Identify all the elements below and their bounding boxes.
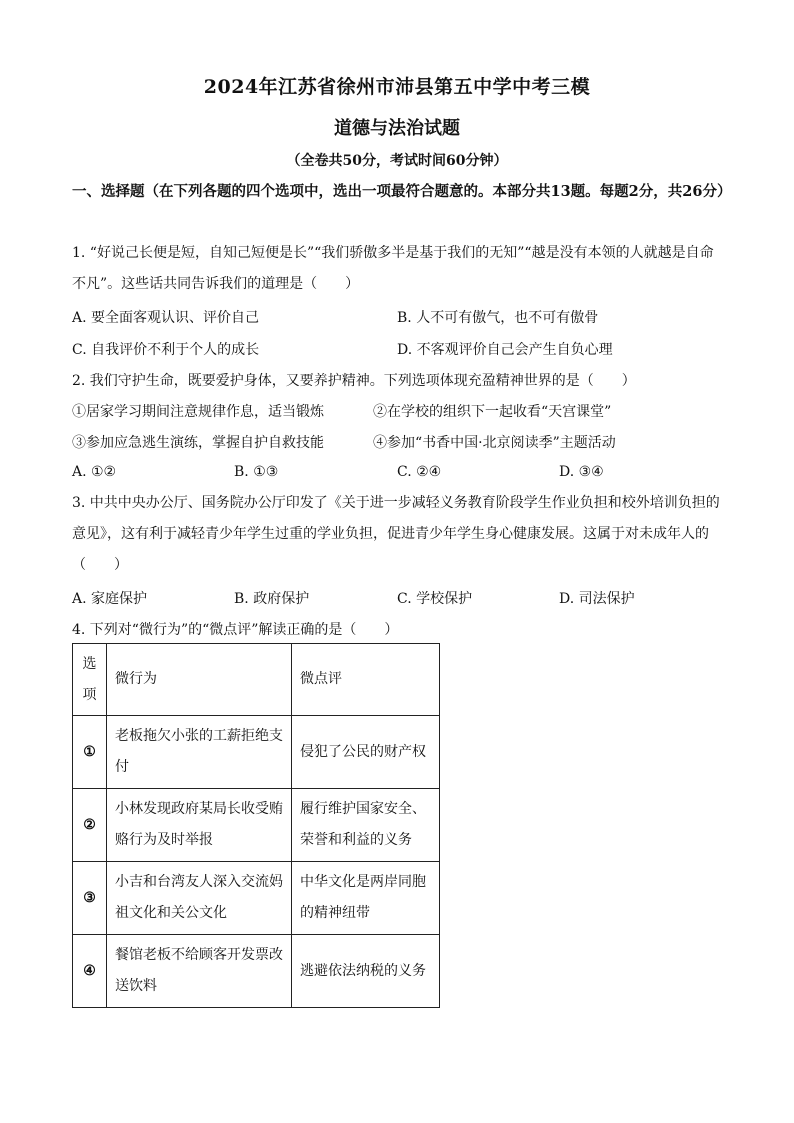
header-behavior: 微行为 bbox=[107, 644, 292, 716]
q3-option-b: B. 政府保护 bbox=[234, 591, 310, 607]
q3-option-c: C. 学校保护 bbox=[397, 591, 473, 607]
table-header-row bbox=[73, 644, 440, 716]
row-symbol: ④ bbox=[73, 935, 107, 1008]
row-behavior: 餐馆老板不给顾客开发票改送饮料 bbox=[107, 935, 292, 1008]
exam-subject: 道德与法治试题 bbox=[334, 118, 460, 139]
question-2-stem: 2. 我们守护生命，既要爱护身体，又要养护精神。下列选项体现充盈精神世界的是（ ） bbox=[72, 373, 636, 389]
q1-option-a: A. 要全面客观认识、评价自己 bbox=[72, 310, 260, 326]
table-row bbox=[73, 935, 440, 1008]
q2-option-b: B. ①③ bbox=[234, 464, 279, 480]
q2-statement-3: ③参加应急逃生演练，掌握自护自救技能 bbox=[72, 435, 324, 451]
question-4-stem: 4. 下列对“微行为”的“微点评”解读正确的是（ ） bbox=[72, 622, 399, 638]
header-comment: 微点评 bbox=[292, 644, 440, 716]
q2-statement-4: ④参加“书香中国·北京阅读季”主题活动 bbox=[373, 435, 616, 451]
row-comment: 侵犯了公民的财产权 bbox=[292, 716, 440, 789]
q1-option-b: B. 人不可有傲气，也不可有傲骨 bbox=[397, 310, 599, 326]
table-row bbox=[73, 789, 440, 862]
exam-note: （全卷共50分，考试时间60分钟） bbox=[286, 153, 508, 169]
table-row bbox=[73, 862, 440, 935]
row-comment: 履行维护国家安全、荣誉和利益的义务 bbox=[292, 789, 440, 862]
q3-option-d: D. 司法保护 bbox=[559, 591, 635, 607]
row-comment: 逃避依法纳税的义务 bbox=[292, 935, 440, 1008]
row-behavior: 小林发现政府某局长收受贿赂行为及时举报 bbox=[107, 789, 292, 862]
row-comment: 中华文化是两岸同胞的精神纽带 bbox=[292, 862, 440, 935]
q2-statement-2: ②在学校的组织下一起收看“天宫课堂” bbox=[373, 404, 612, 420]
question-3-stem: 3. 中共中央办公厅、国务院办公厅印发了《关于进一步减轻义务教育阶段学生作业负担和校外培训负担的意见》，这有利于减轻青少年学生过重的学业负担，促进青少年学生身心健康发展。这属于对未成年人的（ ） bbox=[72, 495, 720, 573]
row-symbol: ① bbox=[73, 716, 107, 789]
q3-option-a: A. 家庭保护 bbox=[72, 591, 148, 607]
row-symbol: ② bbox=[73, 789, 107, 862]
table-row bbox=[73, 716, 440, 789]
q2-option-c: C. ②④ bbox=[397, 464, 442, 480]
row-behavior: 老板拖欠小张的工薪拒绝支付 bbox=[107, 716, 292, 789]
q2-option-a: A. ①② bbox=[72, 464, 117, 480]
q4-table bbox=[72, 643, 440, 1008]
section-heading: 一、选择题（在下列各题的四个选项中，选出一项最符合题意的。本部分共13题。每题2分，共26分） bbox=[72, 183, 732, 200]
row-symbol: ③ bbox=[73, 862, 107, 935]
q1-option-d: D. 不客观评价自己会产生自负心理 bbox=[397, 342, 613, 358]
q2-statement-1: ①居家学习期间注意规律作息，适当锻炼 bbox=[72, 404, 324, 420]
q2-option-d: D. ③④ bbox=[559, 464, 604, 480]
header-option: 选项 bbox=[73, 644, 107, 716]
q1-option-c: C. 自我评价不利于个人的成长 bbox=[72, 342, 260, 358]
question-1-stem: 1. “好说己长便是短，自知己短便是长”“我们骄傲多半是基于我们的无知”“越是没有本领的人就越是自命不凡”。这些话共同告诉我们的道理是（ ） bbox=[72, 245, 714, 292]
row-behavior: 小吉和台湾友人深入交流妈祖文化和关公文化 bbox=[107, 862, 292, 935]
exam-title: 2024年江苏省徐州市沛县第五中学中考三模 bbox=[203, 76, 591, 98]
